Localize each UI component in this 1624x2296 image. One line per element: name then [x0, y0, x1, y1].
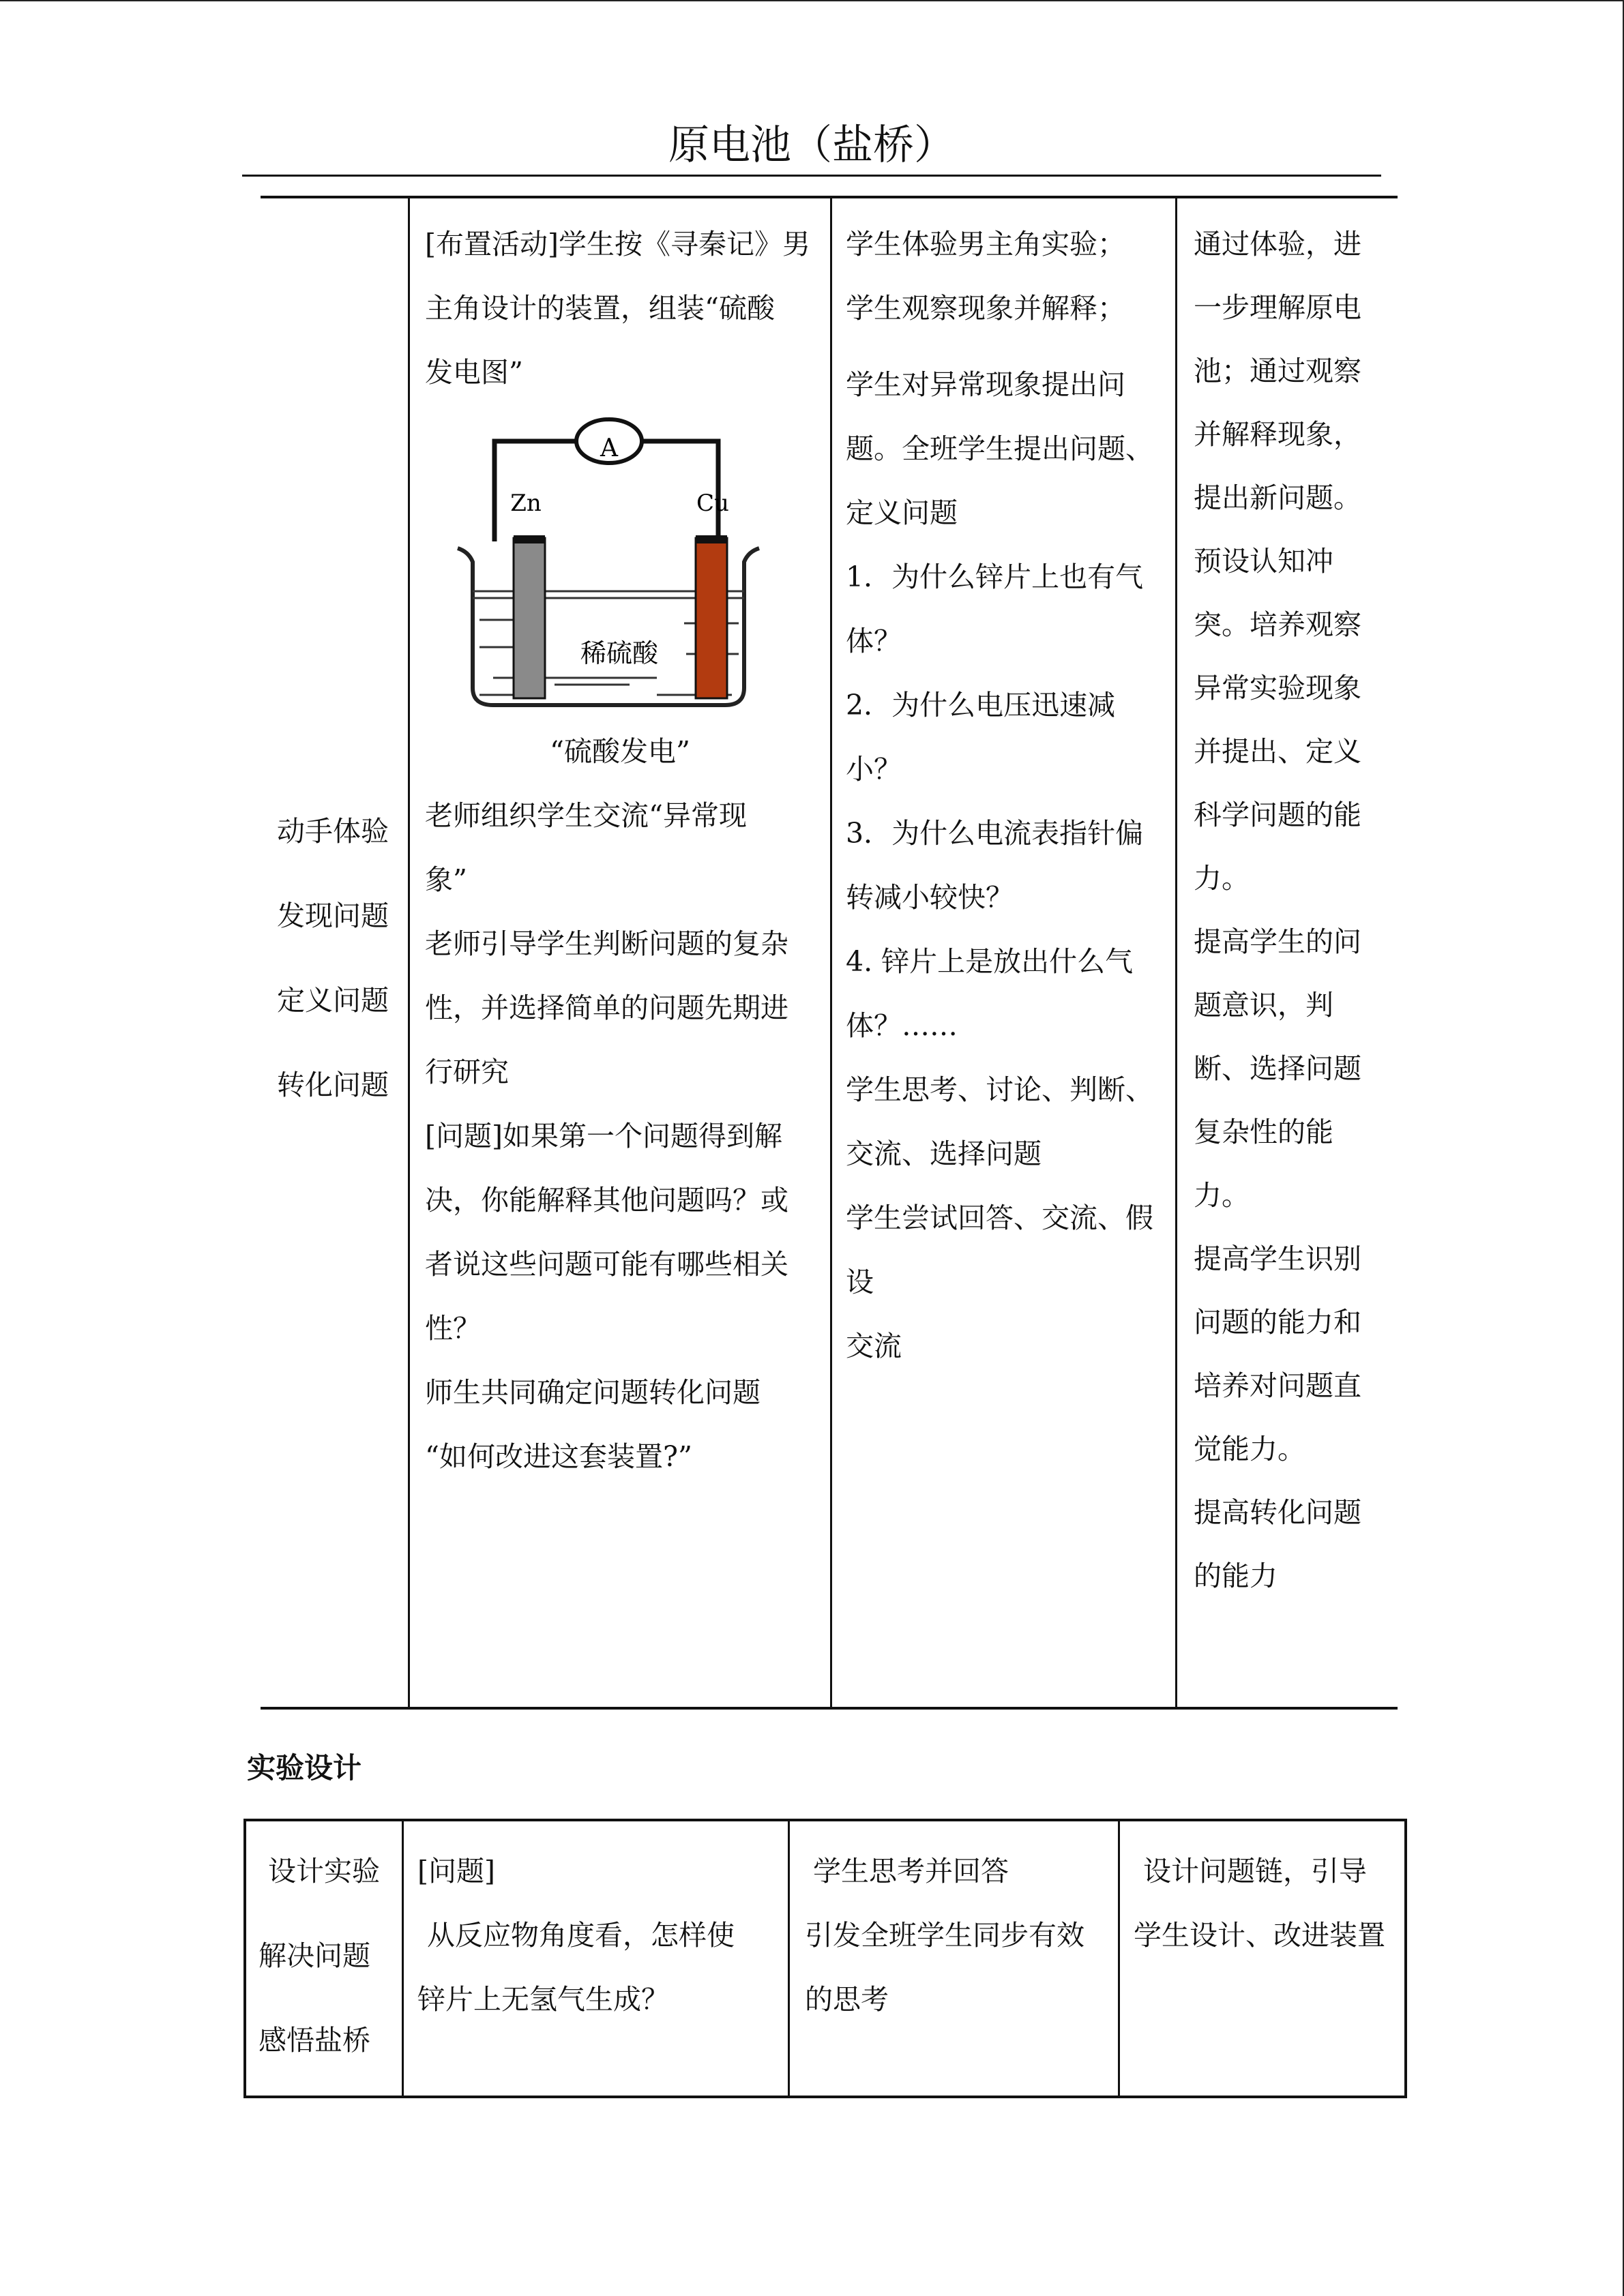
galvanic-cell-diagram [452, 415, 766, 736]
intent-line: 觉能力。 [1194, 1433, 1305, 1465]
section-heading: 实验设计 [247, 1751, 362, 1785]
stage-label: 转化问题 [277, 1069, 389, 1101]
text-line: 3．为什么电流表指针偏 [846, 817, 1144, 850]
zinc-electrode [514, 538, 545, 698]
text-line: 学生设计、改进装置 [1134, 1919, 1385, 1952]
text-line: 设计问题链，引导 [1143, 1855, 1367, 1888]
text-line: 老师引导学生判断问题的复杂 [425, 927, 788, 960]
zinc-electrode-cap [514, 535, 545, 543]
text-line: 老师组织学生交流“异常现 [425, 799, 747, 832]
exchange-text [425, 800, 815, 895]
intent-line: 题意识，判 [1194, 989, 1333, 1022]
text-line: 引发全班学生同步有效 [805, 1919, 1084, 1952]
student-text: 学生观察现象并解释； [846, 292, 1125, 325]
stage-cell [261, 198, 408, 1707]
stage-label: 定义问题 [277, 984, 389, 1017]
text-line: 的思考 [805, 1983, 889, 2016]
intent-line: 提高学生识别 [1194, 1242, 1361, 1275]
intent-line: 提出新问题。 [1194, 481, 1361, 514]
text-line: 体？ [846, 625, 902, 657]
intent-line: 科学问题的能 [1194, 799, 1361, 831]
intent-line: 并提出、定义 [1194, 735, 1361, 768]
student-text: 学生体验男主角实验； [846, 228, 1125, 260]
title-underline [242, 175, 1381, 177]
solution-label: 稀硫酸 [580, 638, 659, 668]
confirm-text: 师生共同确定问题转化问题 [425, 1376, 761, 1409]
text-line: 者说这些问题可能有哪些相关 [425, 1248, 788, 1281]
teacher-activity-cell [410, 198, 830, 1707]
activity-text: 发电图” [425, 356, 523, 389]
copper-label: Cu [696, 490, 729, 517]
question-item [846, 818, 1162, 913]
text-line: 2．为什么电压迅速减 [846, 689, 1116, 721]
intent-line: 问题的能力和 [1194, 1306, 1361, 1339]
question-tag: [问题] [417, 1855, 495, 1888]
intent-line: 预设认知冲 [1194, 545, 1333, 578]
intent-line: 的能力 [1194, 1560, 1278, 1592]
student-text [846, 1202, 1162, 1298]
intent-line: 池；通过观察 [1194, 355, 1361, 387]
text-line: 4. 锌片上是放出什么气 [846, 945, 1134, 978]
question-item [846, 689, 1162, 785]
text-line: 题。全班学生提出问题、 [846, 432, 1153, 465]
lesson-table-2 [243, 1819, 1407, 2098]
stage-label: 感悟盐桥 [259, 2024, 370, 2057]
copper-electrode [696, 538, 727, 698]
text-line: 性？ [425, 1312, 481, 1345]
teacher-activity-cell [404, 1821, 788, 2096]
intent-line: 并解释现象， [1194, 418, 1361, 451]
intent-line: 提高转化问题 [1194, 1496, 1361, 1529]
text-line: 1．为什么锌片上也有气 [846, 561, 1144, 593]
text-line: 转减小较快？ [846, 881, 1014, 914]
text-line: 学生思考、讨论、判断、 [846, 1073, 1153, 1106]
text-line: 锌片上无氢气生成？ [417, 1983, 669, 2016]
stage-cell [246, 1821, 402, 2096]
intent-line: 通过体验，进 [1194, 228, 1361, 260]
stage-label: 设计实验 [268, 1855, 380, 1888]
text-line: 小？ [846, 753, 902, 786]
intent-line: 提高学生的问 [1194, 925, 1361, 958]
intent-line: 一步理解原电 [1194, 291, 1361, 324]
stage-label: 发现问题 [277, 899, 389, 932]
text-line: 行研究 [425, 1056, 509, 1088]
student-text [846, 369, 1162, 528]
text-line: 从反应物角度看，怎样使 [427, 1919, 735, 1952]
design-intent-cell [1177, 198, 1398, 1707]
intent-line: 复杂性的能 [1194, 1116, 1333, 1148]
text-line: [问题]如果第一个问题得到解 [425, 1120, 782, 1152]
student-text: 交流 [846, 1330, 902, 1362]
figure-caption: “硫酸发电” [550, 735, 690, 768]
lesson-table-1 [261, 196, 1398, 1710]
intent-line: 力。 [1194, 1179, 1250, 1212]
text-line: 决，你能解释其他问题吗？或 [425, 1184, 788, 1217]
intent-line: 力。 [1194, 862, 1250, 895]
student-text: 学生思考并回答 [813, 1855, 1009, 1888]
copper-electrode-cap [696, 535, 727, 543]
text-line: 象” [425, 863, 467, 896]
text-line: 体？…… [846, 1009, 958, 1042]
design-intent-cell [1120, 1821, 1406, 2096]
text-line: 学生尝试回答、交流、假 [846, 1202, 1153, 1234]
document-title: 原电池（盐桥） [668, 121, 955, 169]
question-item [846, 946, 1162, 1041]
sulfuric-acid-cell-figure [452, 415, 766, 736]
intent-line: 突。培养观察 [1194, 608, 1361, 641]
text-line: 性，并选择简单的问题先期进 [425, 992, 788, 1024]
ammeter-label: A [600, 434, 618, 462]
activity-text: [布置活动]学生按《寻秦记》男 [425, 228, 810, 260]
intent-line: 培养对问题直 [1194, 1369, 1361, 1402]
intent-line: 异常实验现象 [1194, 672, 1361, 704]
text-line: 定义问题 [846, 496, 958, 529]
text-line: 设 [846, 1266, 874, 1298]
activity-text: 主角设计的装置，组装“硫酸 [425, 292, 775, 325]
question-text [425, 1120, 815, 1344]
stage-label: 解决问题 [259, 1939, 370, 1972]
zinc-label: Zn [510, 490, 542, 517]
question-item [846, 561, 1162, 657]
intent-text [1194, 228, 1384, 1592]
student-activity-cell [790, 1821, 1118, 2096]
improve-question: “如何改进这套装置?” [425, 1440, 692, 1473]
stage-label: 动手体验 [277, 815, 389, 848]
guide-text [425, 928, 815, 1088]
student-activity-cell [832, 198, 1175, 1707]
student-text [846, 1074, 1162, 1169]
intent-line: 断、选择问题 [1194, 1052, 1361, 1085]
text-line: 交流、选择问题 [846, 1137, 1042, 1170]
text-line: 学生对异常现象提出问 [846, 368, 1125, 401]
